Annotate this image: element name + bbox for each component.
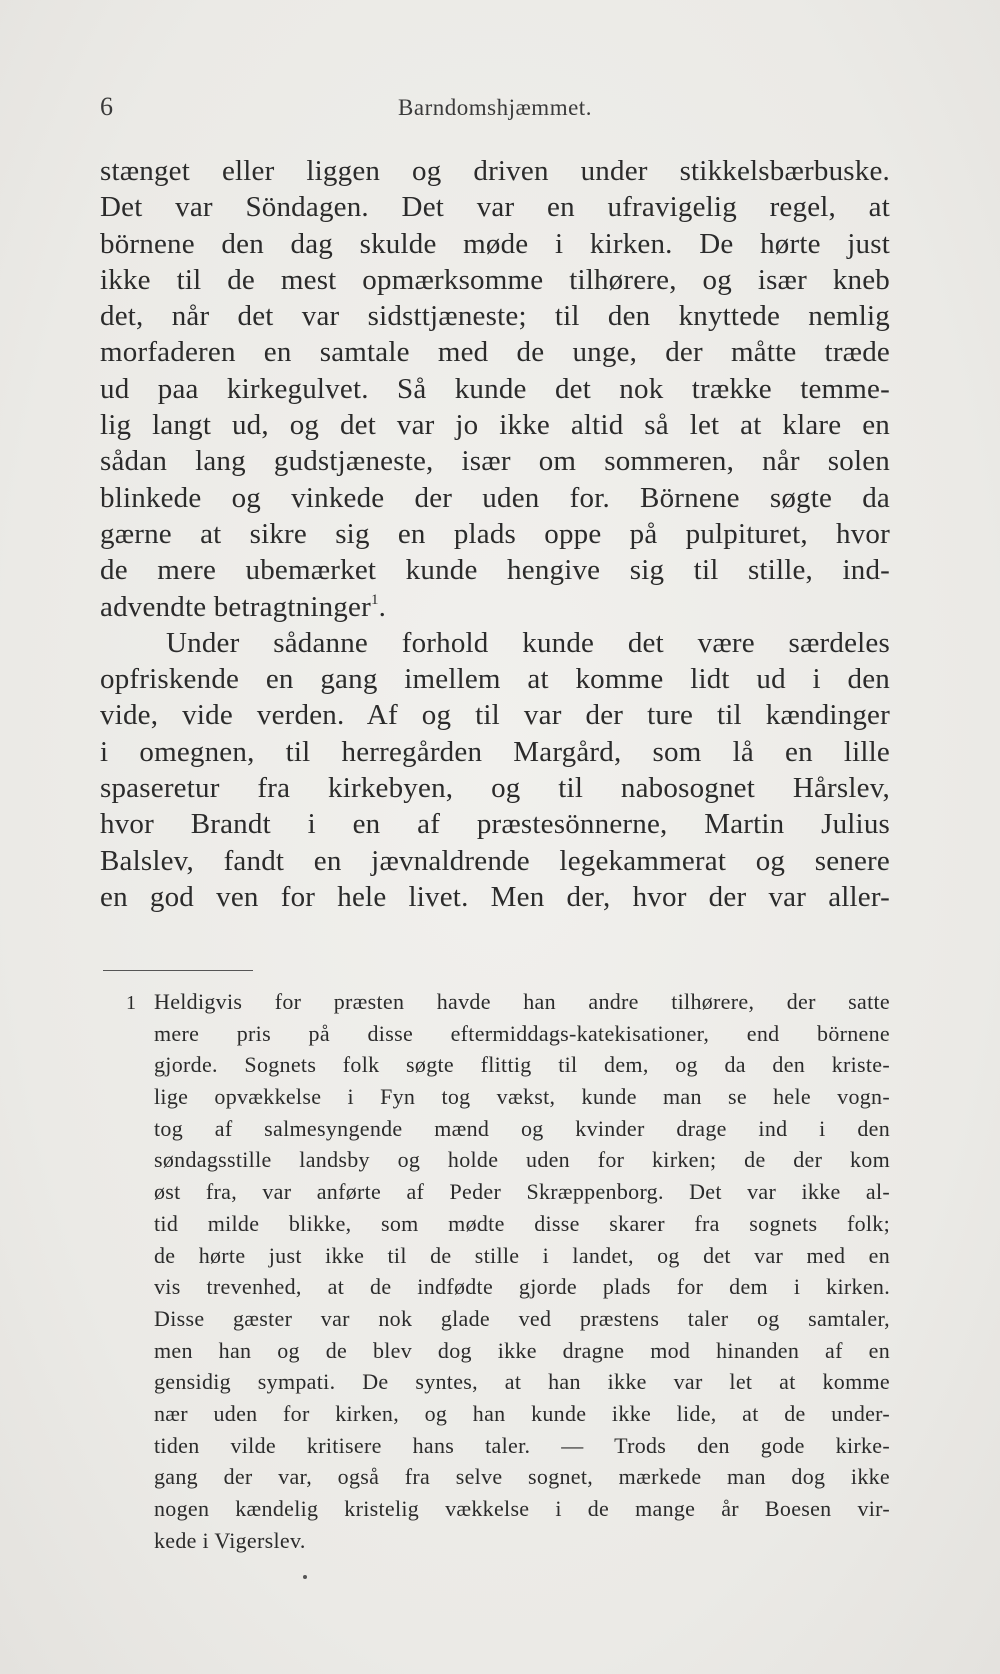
text-line: gærne at sikre sig en plads oppe på pulpituret, hvor <box>100 517 890 550</box>
text-line: lig langt ud, og det var jo ikke altid så let at klare en <box>100 409 890 442</box>
text-line: de mere ubemærket kunde hengive sig til stille, ind- <box>100 554 890 587</box>
footnote-divider <box>103 970 253 971</box>
text-line: opfriskende en gang imellem at komme lidt ud i den <box>100 663 890 696</box>
main-text <box>100 153 890 915</box>
text-line: det, når det var sidsttjæneste; til den knyttede nemlig <box>100 300 890 333</box>
footnote-line: nær uden for kirken, og han kunde ikke lide, at de under- <box>154 1400 890 1426</box>
footnote-line: gjorde. Sognets folk søgte flittig til dem, og da den kriste- <box>154 1052 890 1078</box>
text-line: hvor Brandt i en af præstesönnerne, Martin Julius <box>100 808 890 841</box>
page-header <box>100 92 890 126</box>
text-line: ikke til de mest opmærksomme tilhørere, og især kneb <box>100 263 890 296</box>
footnote-line: lige opvækkelse i Fyn tog vækst, kunde man se hele vogn- <box>154 1084 890 1110</box>
text-line: vide, vide verden. Af og til var der ture til kændinger <box>100 699 890 732</box>
text-line: sådan lang gudstjæneste, især om sommeren, når solen <box>100 445 890 478</box>
footnote-line: vis trevenhed, at de indfødte gjorde plads for dem i kirken. <box>154 1274 890 1300</box>
footnote-mark: 1 <box>126 992 137 1014</box>
footnote-line: tog af salmesyngende mænd og kvinder drage ind i den <box>154 1115 890 1141</box>
text-line-paragraph-start: Under sådanne forhold kunde det være særdeles <box>166 626 890 659</box>
footnote-line: gang der var, også fra selve sognet, mærkede man dog ikke <box>154 1464 890 1490</box>
text-line: morfaderen en samtale med de unge, der måtte træde <box>100 336 890 369</box>
text-line: Det var Söndagen. Det var en ufravigelig regel, at <box>100 191 890 224</box>
page-number: 6 <box>100 92 114 121</box>
footnote-line: søndagsstille landsby og holde uden for kirken; de der kom <box>154 1147 890 1173</box>
footnote-line: kede i Vigerslev. <box>154 1527 306 1553</box>
footnote-reference: 1 <box>370 591 379 608</box>
text-line: börnene den dag skulde møde i kirken. De hørte just <box>100 227 890 260</box>
footnote-line: Disse gæster var nok glade ved præstens taler og samtaler, <box>154 1305 890 1331</box>
footnote <box>126 986 890 1556</box>
footnote-line: de hørte just ikke til de stille i landet, og det var med en <box>154 1242 890 1268</box>
footnote-line-content: Heldigvis for præsten havde han andre tilhørere, der satte <box>154 989 890 1014</box>
footnote-reference-punctuation: . <box>378 590 387 623</box>
text-line-content: advendte betragtninger <box>100 590 371 623</box>
footnote-line: nogen kændelig kristelig vækkelse i de mange år Boesen vir- <box>154 1496 890 1521</box>
footnote-line: øst fra, var anførte af Peder Skræppenborg. Det var ikke al- <box>154 1179 890 1205</box>
text-line: i omegnen, til herregården Margård, som lå en lille <box>100 735 890 768</box>
footnote-line: tid milde blikke, som mødte disse skarer fra sognets folk; <box>154 1210 890 1236</box>
running-title: Barndomshjæmmet. <box>398 95 592 120</box>
text-line: Balslev, fandt en jævnaldrende legekammerat og senere <box>100 844 890 877</box>
footnote-line: tiden vilde kritisere hans taler. — Trods den gode kirke- <box>154 1432 890 1458</box>
print-speck <box>303 1575 307 1579</box>
text-line-paragraph-end <box>100 589 890 625</box>
text-line: blinkede og vinkede der uden for. Börnene søgte da <box>100 481 890 514</box>
text-line: spaseretur fra kirkebyen, og til nabosognet Hårslev, <box>100 772 890 805</box>
footnote-line: mere pris på disse eftermiddags-katekisationer, end börnene <box>154 1020 890 1046</box>
footnote-line: men han og de blev dog ikke dragne mod hinanden af en <box>154 1337 890 1363</box>
text-line: en god ven for hele livet. Men der, hvor der var aller- <box>100 880 890 913</box>
text-line: stænget eller liggen og driven under stikkelsbærbuske. <box>100 155 890 187</box>
text-line: ud paa kirkegulvet. Så kunde det nok trække temme- <box>100 372 890 405</box>
footnote-line <box>126 986 890 1018</box>
footnote-line: gensidig sympati. De syntes, at han ikke var let at komme <box>154 1369 890 1395</box>
